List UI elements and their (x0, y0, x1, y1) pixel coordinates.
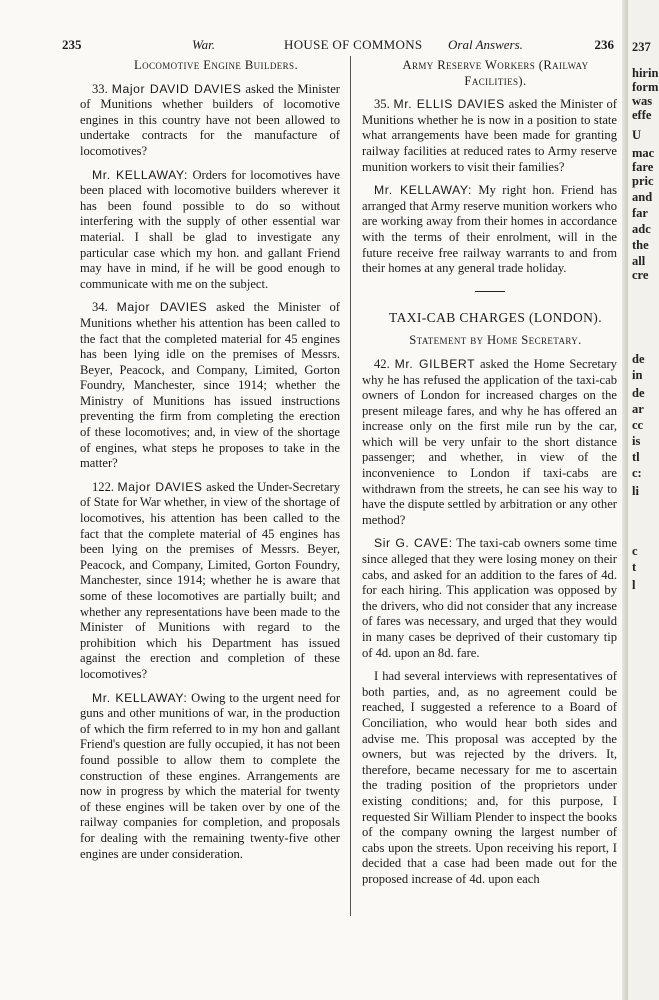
section-separator (475, 291, 505, 292)
answer-42-continued: I had several interviews with representatives of both parties, and, as no agreement could be reached, I suggested a reference to a Board of Conciliation, who would hear both sides and advise me. This proposal was accepted by the owners, but was rejected by the drivers. It, therefore, became necessary for me to ascertain the trading position of the proprietors under existing conditions; and, for this purpose, I requested Sir William Plender to inspect the books of the company owning the largest number of cabs upon the streets. Upon receiving his report, I decided that a case had been made out for the proposed increase of 4d. upon each (362, 669, 617, 886)
bleed-fragment: l (632, 578, 636, 592)
question-number: 42. (374, 356, 390, 371)
column-divider (350, 56, 351, 916)
answer-type: Oral Answers. (448, 37, 523, 52)
bleed-fragment: mac (632, 146, 655, 160)
bleed-fragment: is (632, 434, 641, 448)
question-number: 33. (92, 81, 108, 96)
question-34 (80, 300, 340, 472)
bleed-fragment: was (632, 94, 653, 108)
question-35 (362, 97, 617, 175)
question-122 (80, 480, 340, 683)
bleed-fragment: form (632, 80, 659, 94)
question-text: asked the Minister of Munitions whether his attention has been called to the fact that the completed material for 45 engines has been lying idle on the premises of Messrs. Beyer, Peacock, and Company, Limited, Gorton Foundry, Manchester, since 1914; whether the Ministry of Munitions has issued instructions preventing the firm from completing the erection of these locomotives; and, in view of the shortage of engines, what steps he proposes to take in the matter? (80, 300, 340, 471)
speaker-name: Sir G. CAVE: (374, 536, 453, 551)
bleed-fragment: in (632, 368, 643, 382)
bleed-fragment: effe (632, 108, 652, 122)
house-title: HOUSE OF COMMONS (284, 37, 423, 52)
question-text: asked the Under-Secretary of State for War whether, in view of the shortage of locomotives, his attention has been called to the fact that the complete material of 45 engines has been lying on the premises of Messrs. Beyer, Peacock, and Company, Limited, Gorton Foundry, Manchester, since 1914; whether he is aware that some of these locomotives are partially built; and whether any representations have been made to the Minister of Munitions with regard to the prohibition which his Department has issued against the erection and completion of these locomotives? (80, 479, 341, 681)
speaker-name: Mr. GILBERT (394, 356, 476, 371)
answer-42 (362, 536, 617, 661)
speaker-name: Mr. KELLAWAY: (92, 167, 188, 182)
speaker-name: Major DAVIES (116, 300, 208, 315)
bleed-fragment: hirin (632, 66, 659, 80)
bleed-fragment: and (632, 190, 653, 204)
bleed-fragment: cre (632, 268, 649, 282)
question-text: asked the Minister of Munitions whether he is now in a position to state what arrangements have been made for granting railway facilities at reduced rates to Army reserve munition workers to visit their families? (362, 97, 617, 174)
bleed-fragment: c: (632, 466, 642, 480)
left-column (80, 58, 340, 870)
adjacent-page-bleed (628, 0, 659, 1000)
subheading: Statement by Home Secretary. (409, 333, 582, 348)
question-42 (362, 357, 617, 529)
page-number-right: 236 (594, 37, 614, 52)
section-heading: Locomotive Engine Builders. (133, 58, 299, 72)
answer-122 (80, 691, 340, 863)
question-number: 34. (92, 300, 108, 315)
right-column (362, 58, 617, 896)
bleed-fragment: ar (632, 402, 644, 416)
speaker-name: Major DAVID DAVIES (111, 81, 242, 96)
section-name: War. (192, 37, 216, 52)
speaker-name: Mr. KELLAWAY: (92, 690, 188, 705)
bleed-fragment: adc (632, 222, 651, 236)
bleed-fragment: the (632, 238, 649, 252)
bleed-fragment: pric (632, 174, 654, 188)
section-heading: Army Reserve Workers (Railway (402, 58, 589, 72)
answer-text: Owing to the urgent need for guns and other munitions of war, in the production of which the firm referred to in my hon and gallant Friend's question are fully occupied, it has not been found possible to allow them to complete the construction of these engines. Arrangements are now in progress by which the material for twenty of these engines will be taken over by one of the railway companies for completion, and proposals for dealing with the remaining twenty-five other engines are under consideration. (80, 690, 341, 861)
answer-text: My right hon. Friend has arranged that Army reserve munition workers who are working away from their homes in accordance with the terms of their enrolment, will in the future receive free railway warrants to and from their homes at any general trade holiday. (362, 183, 617, 276)
bleed-fragment: all (632, 254, 646, 268)
page-number-left: 235 (62, 37, 82, 52)
bleed-fragment: c (632, 544, 638, 558)
bleed-fragment: li (632, 484, 639, 498)
answer-35 (362, 183, 617, 277)
question-number: 122. (92, 479, 115, 494)
bleed-fragment: de (632, 386, 645, 400)
bleed-fragment: fare (632, 160, 654, 174)
section-heading-cont: Facilities). (464, 73, 527, 88)
section-title: TAXI-CAB CHARGES (LONDON). (389, 309, 602, 325)
bleed-fragment: tl (632, 450, 640, 464)
speaker-name: Mr. ELLIS DAVIES (393, 97, 505, 112)
speaker-name: Major DAVIES (117, 479, 203, 494)
bleed-fragment: 237 (632, 40, 651, 54)
bleed-fragment: far (632, 206, 648, 220)
page-header (62, 36, 622, 54)
bleed-fragment: U (632, 128, 642, 142)
question-number: 35. (374, 97, 390, 112)
bleed-fragment: de (632, 352, 645, 366)
bleed-fragment: cc (632, 418, 644, 432)
answer-33 (80, 168, 340, 293)
bleed-fragment: t (632, 560, 637, 574)
speaker-name: Mr. KELLAWAY: (374, 183, 472, 198)
question-33 (80, 82, 340, 160)
answer-text: Orders for locomotives have been placed with locomotive builders wherever it has been found possible to do so without interfering with the supply of other essential war material. I shall be glad to investigate any particular case which my hon. and gallant Friend may have in mind, if he will be good enough to communicate with me on the subject. (80, 167, 341, 291)
answer-text: The taxi-cab owners some time since alleged that they were losing money on their cabs, and asked for an addition to the fares of 4d. for each hiring. This application was opposed by the drivers, who did not consider that any increase of fares was necessary, and urged that they would in many cases be deprived of their customary tip of 4d. upon an 8d. fare. (362, 536, 617, 660)
question-text: asked the Home Secretary why he has refused the application of the taxi-cab owners of London for increased charges on the present mileage fares, and why he has offered an increase only on the first mile run by the car, which will be very unfair to the short distance passenger; and whether, in view of the inconvenience to London if taxi-cabs are withdrawn from the streets, he can see his way to have the dispute settled by arbitration or any other method? (362, 356, 617, 527)
question-text: asked the Minister of Munitions whether builders of locomotive engines in this country have not been allowed to undertake contracts for the manufacture of locomotives? (80, 81, 340, 158)
